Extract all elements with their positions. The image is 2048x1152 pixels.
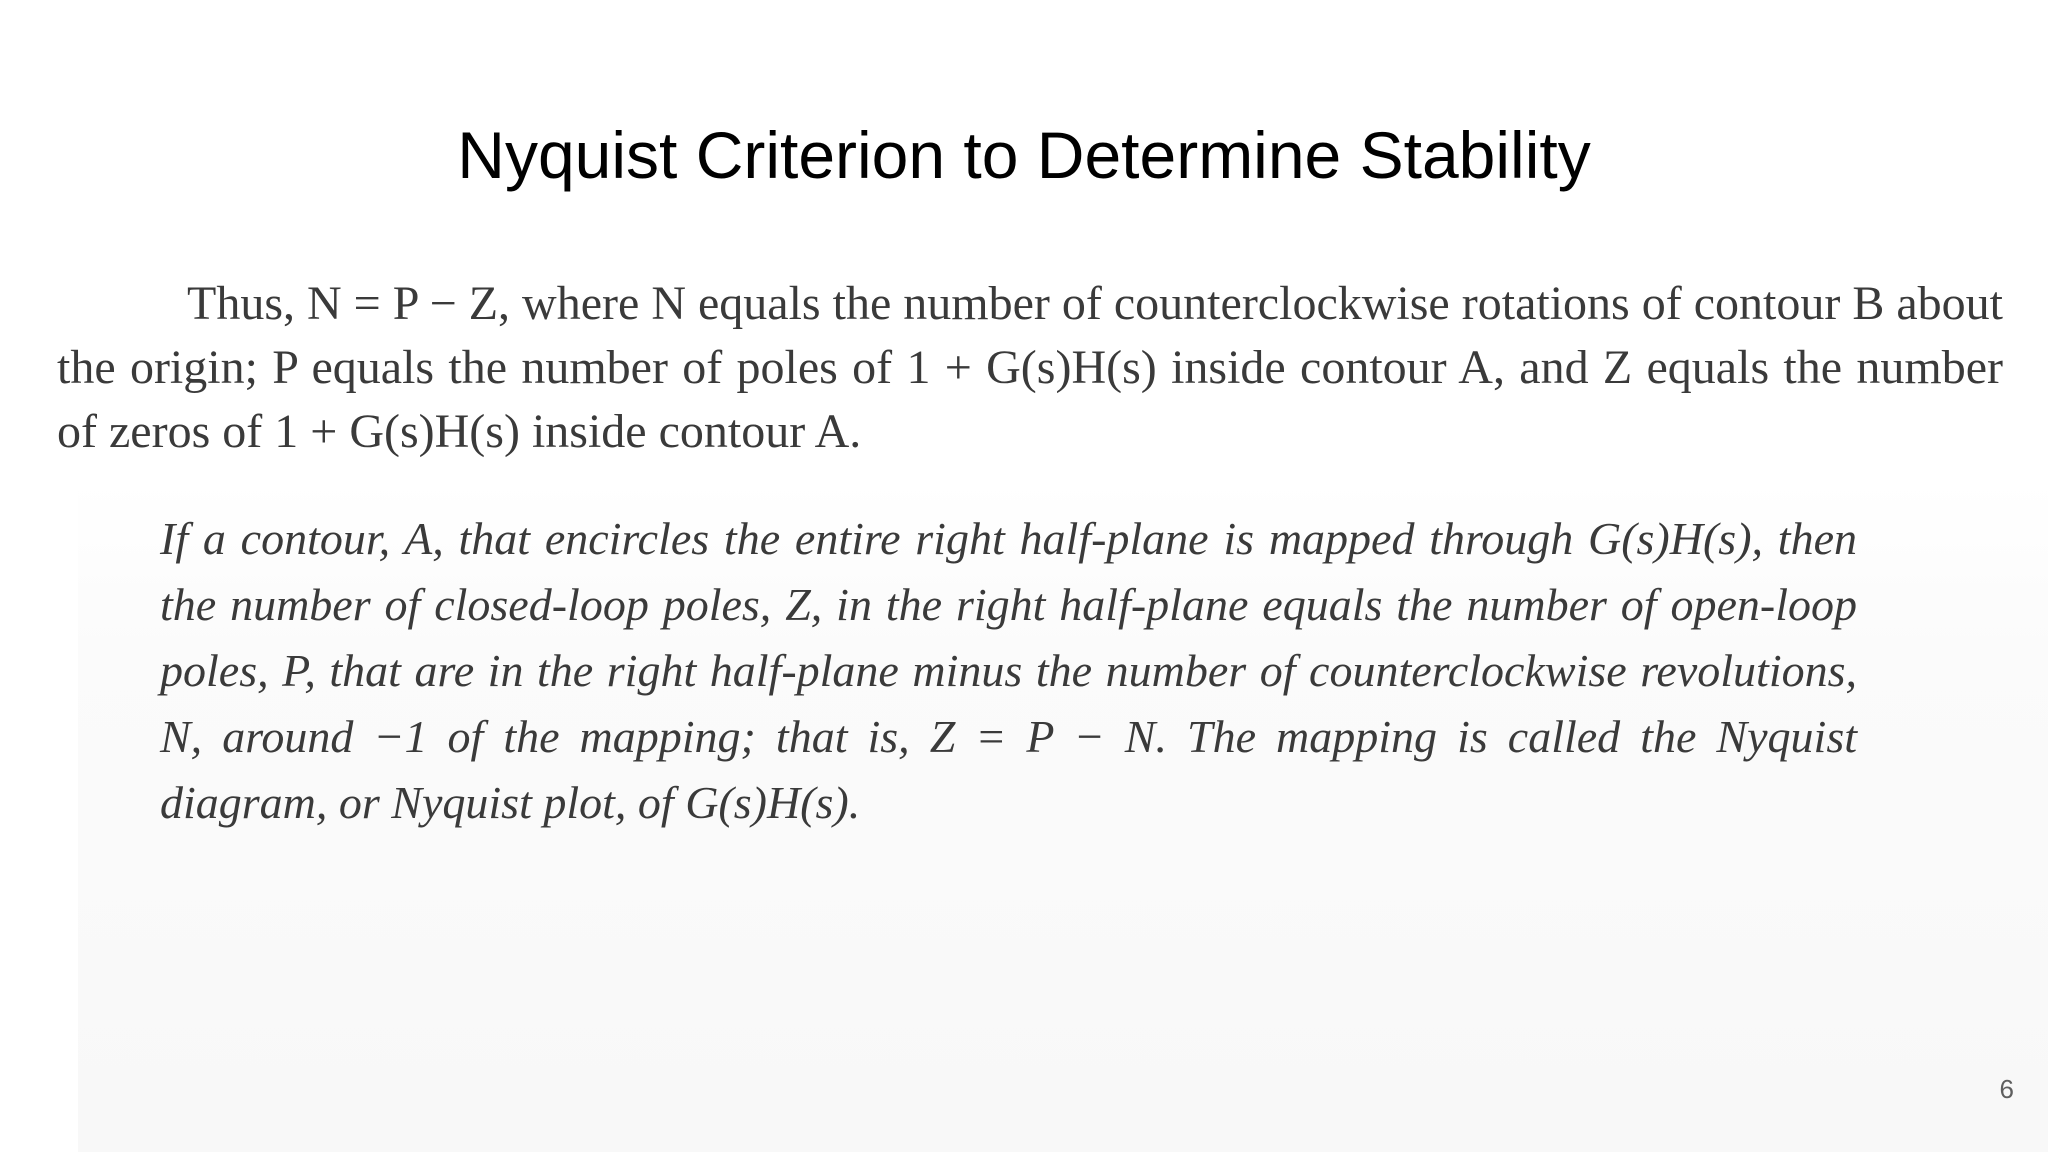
slide-title: Nyquist Criterion to Determine Stability	[457, 118, 1591, 192]
body-paragraph-criterion: If a contour, A, that encircles the entire right half-plane is mapped through G(s)H(s), then the number of closed-loop poles, Z, in the right half-plane equals the number of open-loop poles, P, that are in the right half-plane minus the number of counterclockwise revolutions, N, around −1 of the mapping; that is, Z = P − N. The mapping is called the Nyquist diagram, or Nyquist plot, of G(s)H(s).	[160, 513, 1857, 828]
page-number: 6	[1999, 1074, 2014, 1104]
body-paragraph-definition: Thus, N = P − Z, where N equals the number of counterclockwise rotations of contour B about the origin; P equals the number of poles of 1 + G(s)H(s) inside contour A, and Z equals the number of zeros of 1 + G(s)H(s) inside contour A.	[57, 277, 2003, 458]
